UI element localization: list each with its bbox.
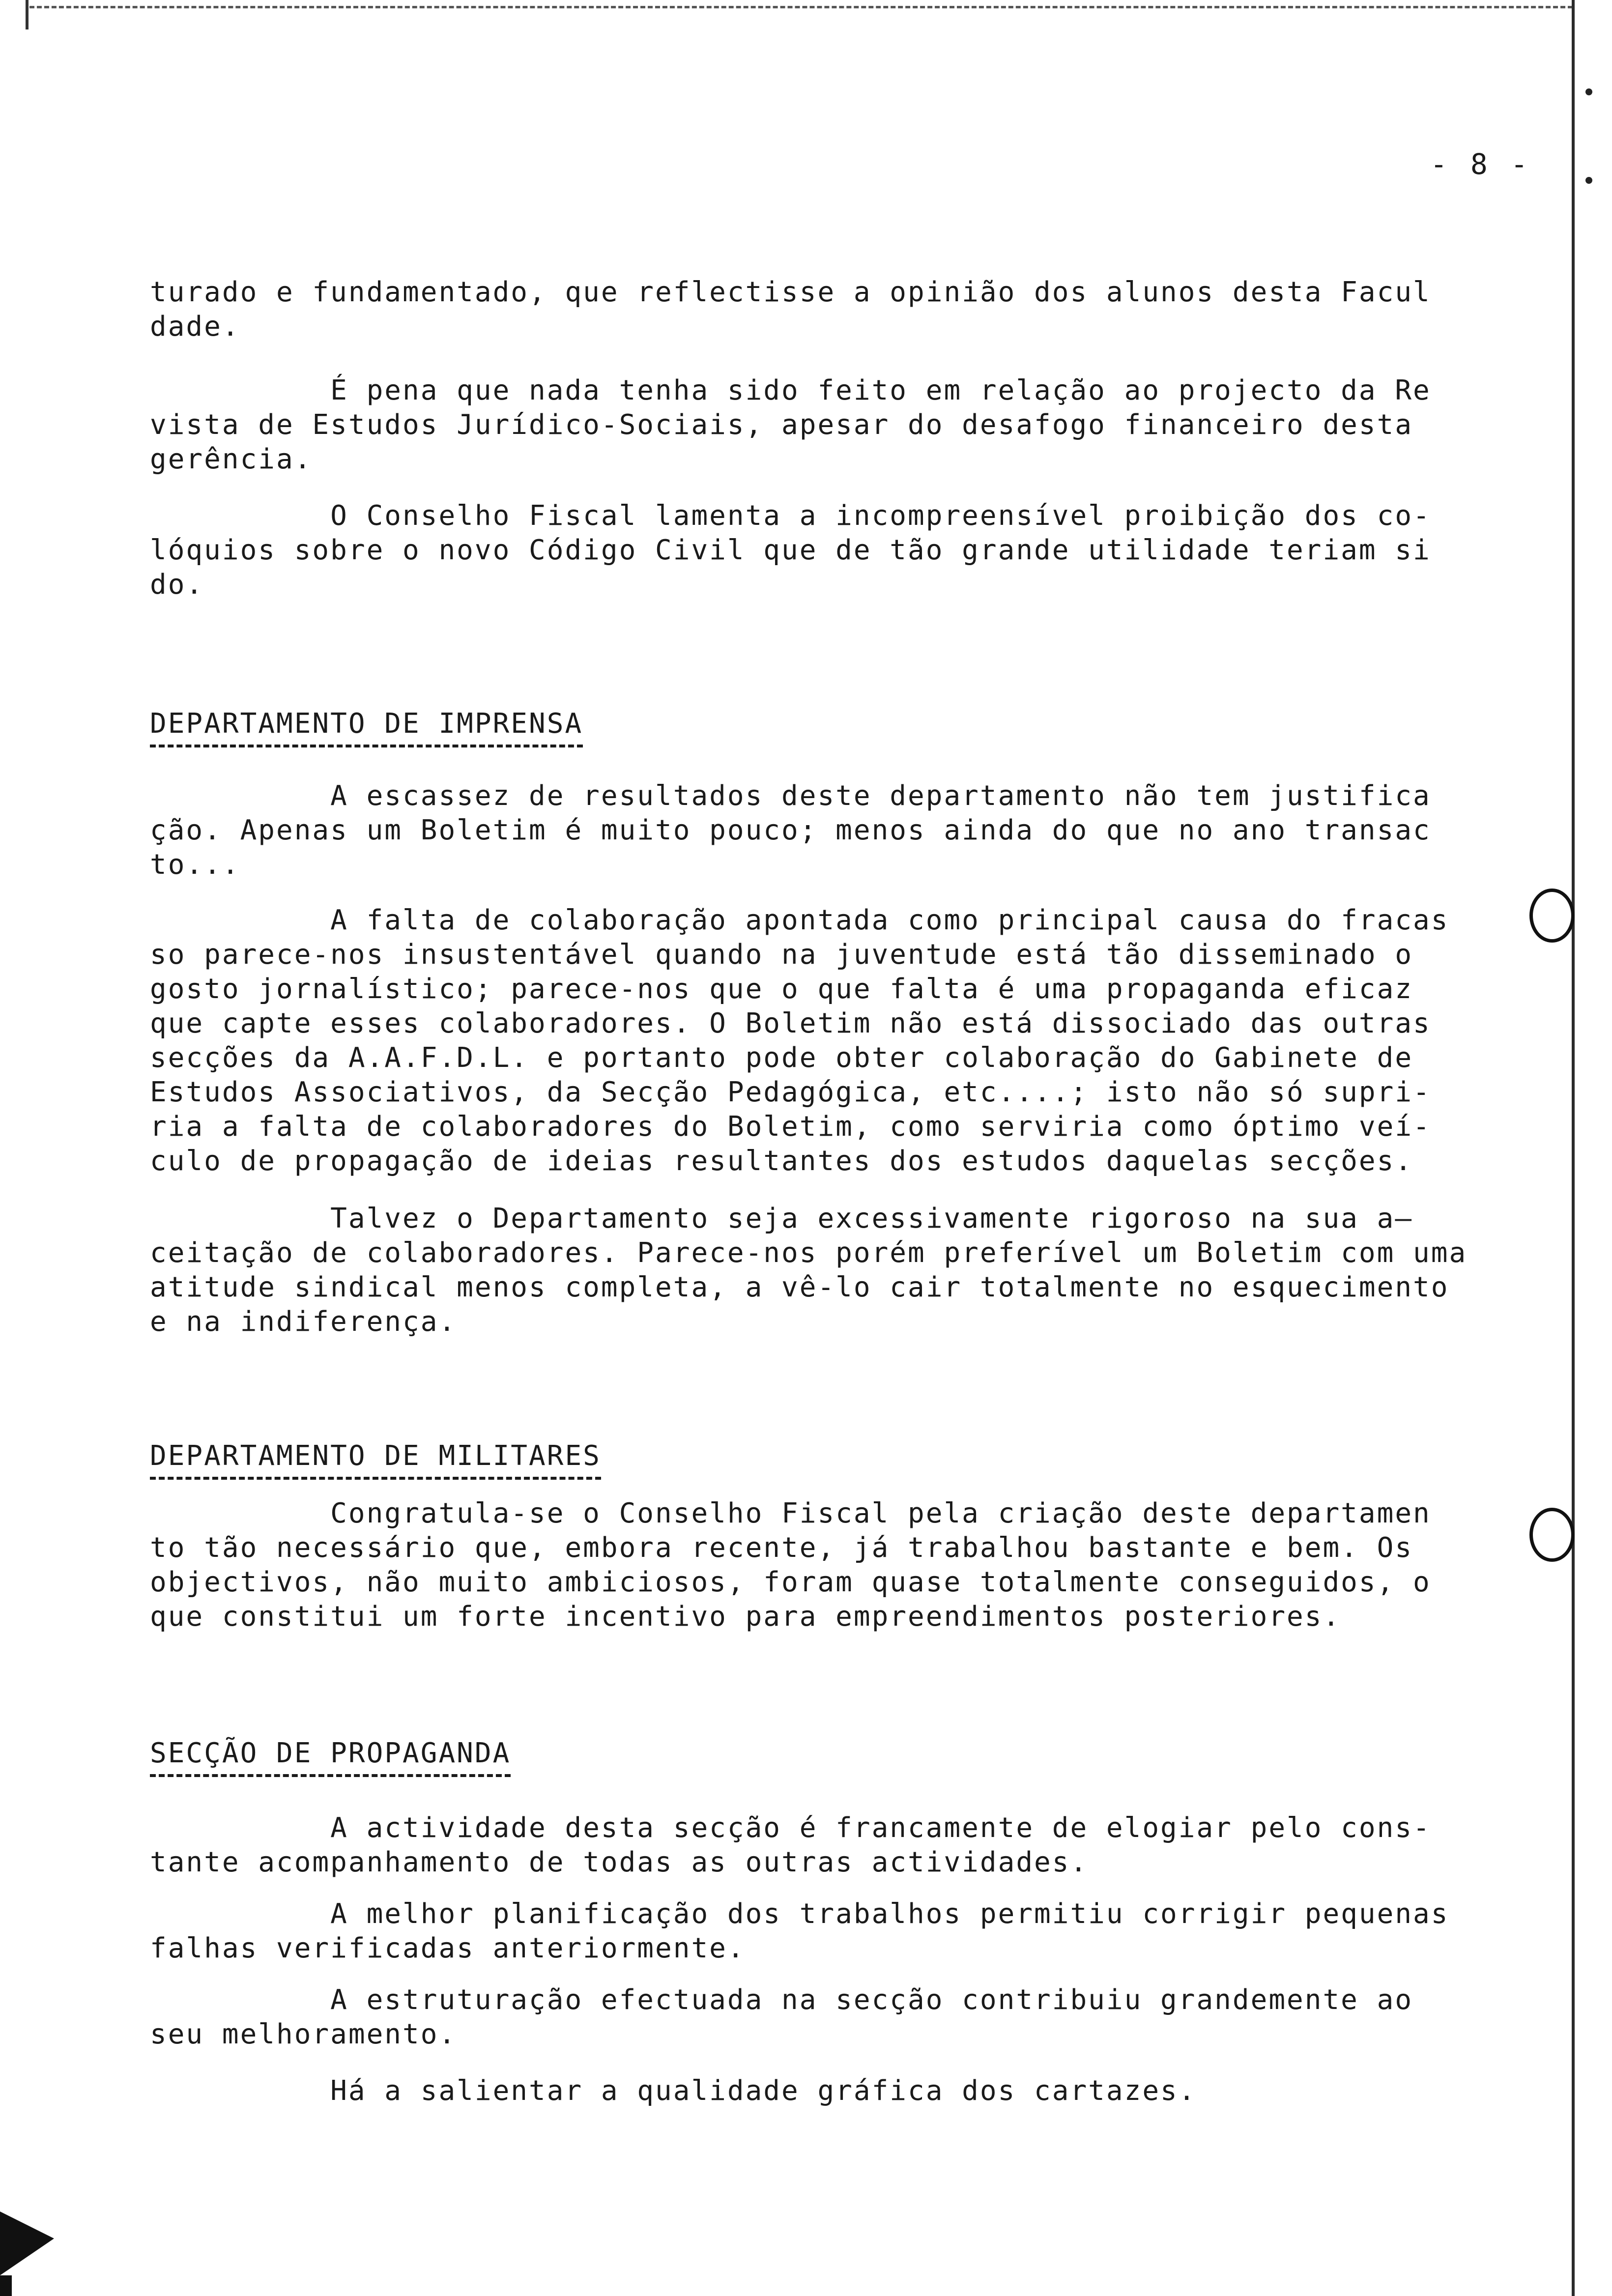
paragraph: turado e fundamentado, que reflectisse a opinião dos alunos desta Facul dade.: [150, 276, 1431, 343]
paragraph: O Conselho Fiscal lamenta a incompreensível proibição dos co- lóquios sobre o novo Código Civil que de tão grande utilidade teriam si do.: [150, 500, 1431, 601]
bottom-edge-mark: [0, 2275, 12, 2296]
section-heading-militares: DEPARTAMENTO DE MILITARES: [150, 1440, 601, 1480]
paragraph: A actividade desta secção é francamente de elogiar pelo cons- tante acompanhamento de todas as outras actividades.: [150, 1812, 1431, 1878]
left-edge-mark: [26, 0, 29, 29]
paragraph: É pena que nada tenha sido feito em relação ao projecto da Re vista de Estudos Jurídico-Sociais, apesar do desafogo financeiro desta gerência.: [150, 374, 1431, 475]
corner-arrow-mark: [0, 2211, 54, 2275]
section-heading-propaganda: SECÇÃO DE PROPAGANDA: [150, 1737, 511, 1777]
paragraph: A escassez de resultados deste departamento não tem justifica ção. Apenas um Boletim é muito pouco; menos ainda do que no ano transac to...: [150, 780, 1431, 881]
punch-dot-icon: [1585, 177, 1592, 184]
punch-dot-icon: [1585, 88, 1592, 95]
paragraph: A falta de colaboração apontada como principal causa do fracas so parece-nos insustentável quando na juventude está tão disseminado o gosto jornalístico; parece-nos que o que falta é uma propaganda eficaz que capte esses colaboradores. O Boletim não está dissociado das outras secções da A.A.F.D.L. e portanto pode obter colaboração do Gabinete de Estudos Associativos, da Secção Pedagógica, etc....; isto não só supri- ria a falta de colaboradores do Boletim, como serviria como óptimo veí- culo de propagação de ideias resultantes dos estudos daquelas secções.: [150, 904, 1449, 1177]
paragraph: A estruturação efectuada na secção contribuiu grandemente ao seu melhoramento.: [150, 1984, 1413, 2050]
section-heading-imprensa: DEPARTAMENTO DE IMPRENSA: [150, 708, 583, 747]
paragraph: Há a salientar a qualidade gráfica dos cartazes.: [150, 2075, 1197, 2107]
paragraph: Talvez o Departamento seja excessivamente rigoroso na sua a— ceitação de colaboradores. Parece-nos porém preferível um Boletim com uma atitude sindical menos completa, a vê-lo cair totalmente no esquecimento e na indiferença.: [150, 1203, 1468, 1338]
paragraph: Congratula-se o Conselho Fiscal pela criação deste departamen to tão necessário que, embora recente, já trabalhou bastante e bem. Os objectivos, não muito ambiciosos, foram quase totalmente conseguidos, o que constitui um forte incentivo para empreendimentos posteriores.: [150, 1497, 1431, 1633]
page-number: - 8 -: [1430, 147, 1531, 181]
top-dashed-rule: [29, 6, 1573, 8]
binder-ring-icon: [1529, 889, 1575, 943]
paragraph: A melhor planificação dos trabalhos permitiu corrigir pequenas falhas verificadas anteriormente.: [150, 1898, 1449, 1964]
binder-ring-icon: [1529, 1508, 1575, 1562]
right-edge-rule: [1572, 0, 1575, 2296]
